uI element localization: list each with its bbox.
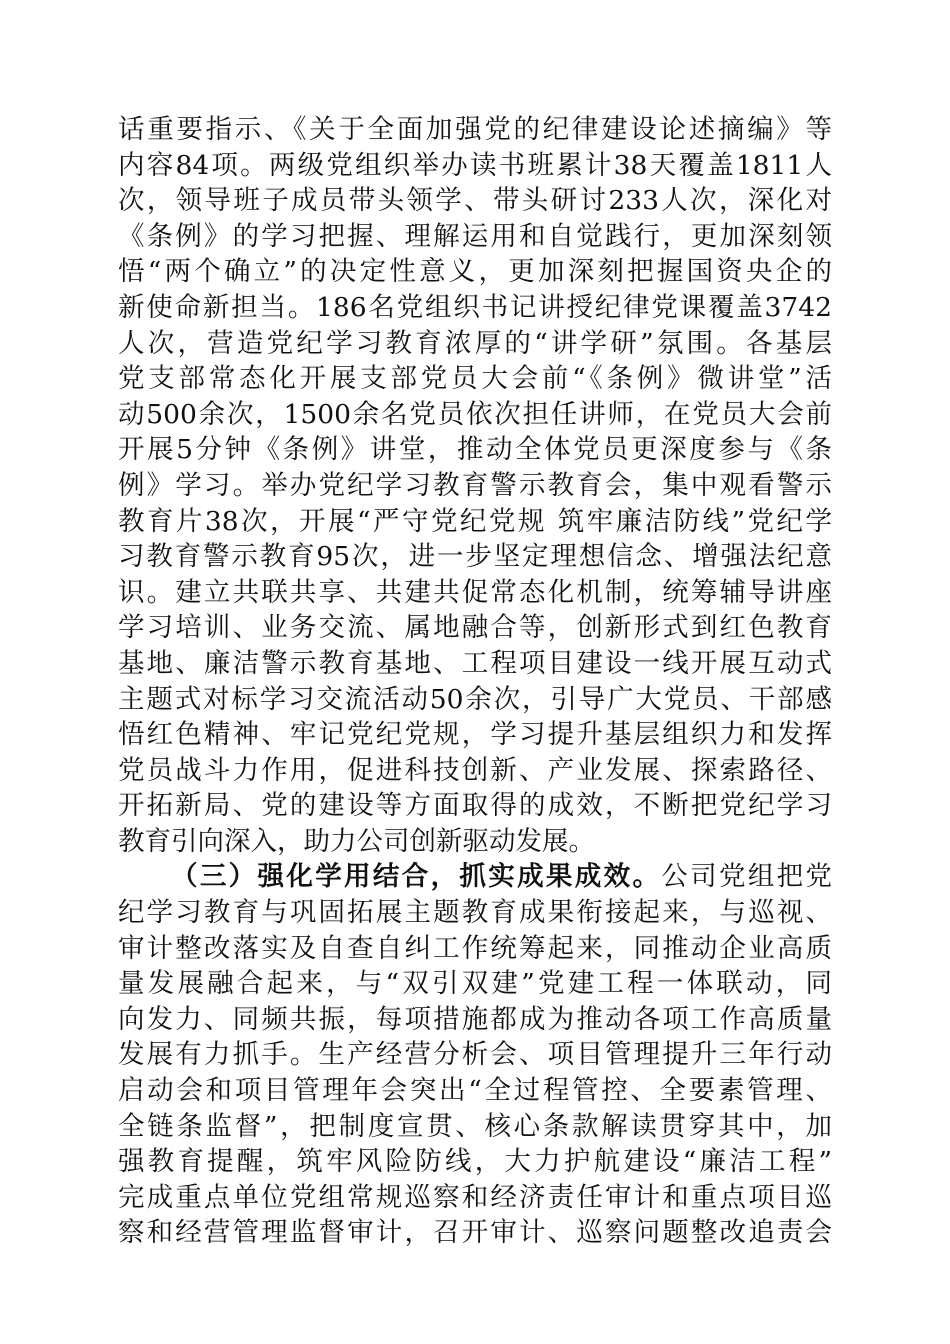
text-line: 审计整改落实及自查自纠工作统筹起来，同推动企业高质 <box>118 932 832 964</box>
section-heading-line <box>118 859 832 895</box>
text-line: 主题式对标学习交流活动50余次，引导广大党员、干部感 <box>118 683 832 715</box>
text-line: 人次，营造党纪学习教育浓厚的“讲学研”氛围。各基层 <box>118 327 832 359</box>
text-line: 量发展融合起来，与“双引双建”党建工程一体联动，同 <box>118 968 832 1000</box>
text-line: 完成重点单位党组常规巡察和经济责任审计和重点项目巡 <box>118 1181 832 1213</box>
text-line: 动500余次，1500余名党员依次担任讲师，在党员大会前 <box>118 398 832 430</box>
text-line: 识。建立共联共享、共建共促常态化机制，统筹辅导讲座 <box>118 576 832 608</box>
text-line: 悟红色精神、牢记党纪党规，学习提升基层组织力和发挥 <box>118 719 832 751</box>
section-heading-rest: 公司党组把党 <box>661 861 833 893</box>
text-line: 教育引向深入，助力公司创新驱动发展。 <box>118 825 595 857</box>
text-line: 全链条监督”，把制度宣贯、核心条款解读贯穿其中，加 <box>118 1110 832 1142</box>
text-line: 基地、廉洁警示教育基地、工程项目建设一线开展互动式 <box>118 647 832 679</box>
text-line: 发展有力抓手。生产经营分析会、项目管理提升三年行动 <box>118 1039 832 1071</box>
text-line: 话重要指示、《关于全面加强党的纪律建设论述摘编》等 <box>118 114 832 145</box>
document-body <box>118 112 832 1251</box>
text-line: 党支部常态化开展支部党员大会前“《条例》微讲堂”活 <box>118 363 832 395</box>
text-line: 例》学习。举办党纪学习教育警示教育会，集中观看警示 <box>118 469 832 501</box>
text-line: 开拓新局、党的建设等方面取得的成效，不断把党纪学习 <box>118 790 832 822</box>
text-line: 《条例》的学习把握、理解运用和自觉践行，更加深刻领 <box>118 220 832 252</box>
text-line: 启动会和项目管理年会突出“全过程管控、全要素管理、 <box>118 1075 832 1107</box>
text-line: 党员战斗力作用，促进科技创新、产业发展、探索路径、 <box>118 754 832 786</box>
section-heading: （三）强化学用结合，抓实成果成效。 <box>171 861 662 893</box>
text-line: 次，领导班子成员带头领学、带头研讨233人次，深化对 <box>118 185 832 217</box>
text-line: 教育片38次，开展“严守党纪党规 筑牢廉洁防线”党纪学 <box>118 505 832 537</box>
text-line: 内容84项。两级党组织举办读书班累计38天覆盖1811人 <box>118 149 832 181</box>
text-line: 悟“两个确立”的决定性意义，更加深刻把握国资央企的 <box>118 256 832 288</box>
text-line: 向发力、同频共振，每项措施都成为推动各项工作高质量 <box>118 1003 832 1035</box>
text-line: 开展5分钟《条例》讲堂，推动全体党员更深度参与《条 <box>118 434 832 466</box>
text-line: 学习培训、业务交流、属地融合等，创新形式到红色教育 <box>118 612 832 644</box>
text-line: 强教育提醒，筑牢风险防线，大力护航建设“廉洁工程” <box>118 1146 832 1178</box>
text-line: 习教育警示教育95次，进一步坚定理想信念、增强法纪意 <box>118 541 832 573</box>
text-line: 察和经营管理监督审计，召开审计、巡察问题整改追责会 <box>118 1217 832 1249</box>
text-line: 纪学习教育与巩固拓展主题教育成果衔接起来，与巡视、 <box>118 897 832 929</box>
text-line: 新使命新担当。186名党组织书记讲授纪律党课覆盖3742 <box>118 291 832 323</box>
